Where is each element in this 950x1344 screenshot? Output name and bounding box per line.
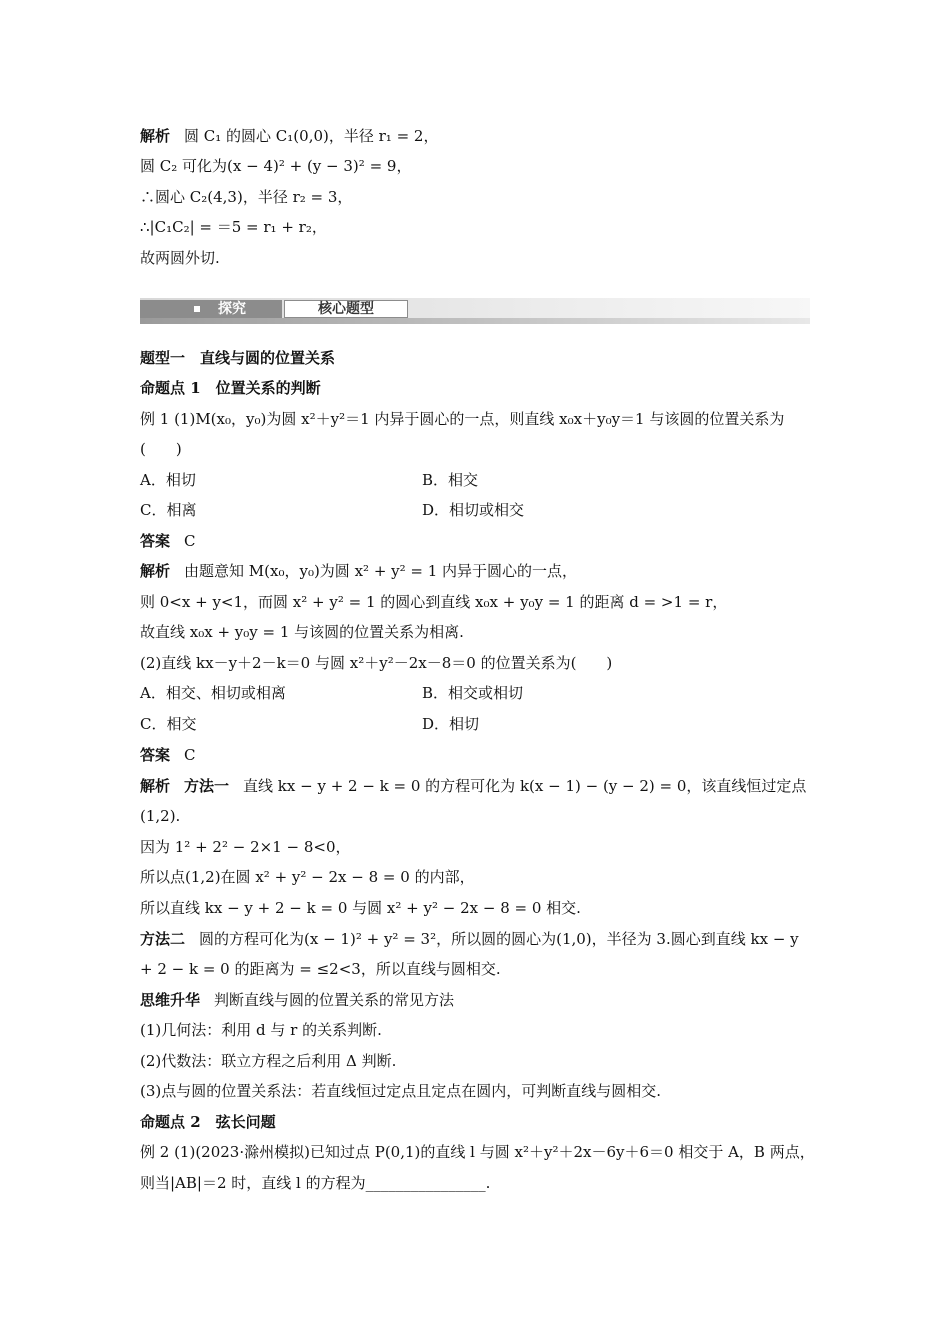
banner-stripe [140, 318, 810, 324]
solution-line-1: 解析 圆 C₁ 的圆心 C₁(0,0)，半径 r₁ = 2， [140, 127, 439, 145]
answer-line-2: 答案 C [140, 746, 196, 764]
thinking-label: 思维升华 [140, 991, 201, 1009]
option-b: B．相交或相切 [422, 684, 524, 702]
solution-line-2: 圆 C₂ 可化为(x − 4)² + (y − 3)² = 9， [140, 157, 412, 175]
banner-tab-explore: 探究 [140, 300, 282, 318]
solution-2-line-4: 所以点(1,2)在圆 x² + y² − 2x − 8 = 0 的内部， [140, 868, 475, 886]
example-1-blank: ( ) [140, 440, 182, 458]
solution-label: 解析 [140, 127, 171, 145]
subtopic-heading-1: 命题点 1 位置关系的判断 [140, 379, 321, 397]
answer-label: 答案 [140, 532, 171, 550]
solution-label: 解析 [140, 777, 171, 795]
method-1-label: 方法一 [184, 777, 230, 795]
solution-2-line-3: 因为 1² + 2² − 2×1 − 8<0， [140, 838, 351, 856]
method-2-line-2: + 2 − k = 0 的距离为 = ≤2<3，所以直线与圆相交. [140, 960, 501, 978]
answer-line-1: 答案 C [140, 532, 196, 550]
method-2-label: 方法二 [140, 930, 186, 948]
options-row-2 [140, 500, 525, 520]
solution-2-line-5: 所以直线 kx − y + 2 − k = 0 与圆 x² + y² − 2x − 8 = 0 相交. [140, 899, 581, 917]
solution-line-4: ∴|C₁C₂| = ＝5 = r₁ + r₂， [140, 218, 327, 236]
option-a: A．相切 [140, 471, 196, 489]
example-1-part-2-question: (2)直线 kx－y＋2－k＝0 与圆 x²＋y²－2x－8＝0 的位置关系为( ) [140, 654, 613, 672]
example-1-question: 例 1 (1)M(x₀，y₀)为圆 x²＋y²＝1 内异于圆心的一点，则直线 x₀x＋y₀y＝1 与该圆的位置关系为 [140, 410, 785, 428]
section-banner [140, 298, 810, 324]
method-item-1: (1)几何法：利用 d 与 r 的关系判断. [140, 1021, 382, 1039]
method-item-2: (2)代数法：联立方程之后利用 Δ 判断. [140, 1052, 397, 1070]
option-c: C．相离 [140, 501, 197, 519]
solution-2-line-1: 解析 方法一 直线 kx − y + 2 − k = 0 的方程可化为 k(x − 1) − (y − 2) = 0，该直线恒过定点 [140, 777, 807, 795]
topic-heading-1: 题型一 直线与圆的位置关系 [140, 349, 336, 367]
solution-1-line-3: 故直线 x₀x + y₀y = 1 与该圆的位置关系为相离. [140, 623, 464, 641]
option-c: C．相交 [140, 715, 197, 733]
solution-conclusion: 故两圆外切. [140, 249, 220, 267]
solution-1-line-1: 解析 由题意知 M(x₀，y₀)为圆 x² + y² = 1 内异于圆心的一点， [140, 562, 578, 580]
thinking-summary: 思维升华 判断直线与圆的位置关系的常见方法 [140, 991, 455, 1009]
options-row-4 [140, 714, 480, 734]
subtopic-heading-2: 命题点 2 弦长问题 [140, 1113, 276, 1131]
answer-label: 答案 [140, 746, 171, 764]
option-a: A．相交、相切或相离 [140, 684, 286, 702]
banner-tab-core-types: 核心题型 [284, 300, 408, 318]
solution-label: 解析 [140, 562, 171, 580]
option-d: D．相切或相交 [422, 501, 525, 519]
solution-2-line-2: (1,2). [140, 807, 181, 825]
options-row-1 [140, 470, 479, 490]
option-b: B．相交 [422, 471, 479, 489]
example-2-blank: 则当|AB|＝2 时，直线 l 的方程为________________. [140, 1174, 491, 1192]
method-item-3: (3)点与圆的位置关系法：若直线恒过定点且定点在圆内，可判断直线与圆相交. [140, 1082, 662, 1100]
square-bullet-icon [194, 306, 200, 312]
solution-line-3: ∴圆心 C₂(4,3)，半径 r₂ = 3， [140, 188, 353, 206]
method-2-line-1: 方法二 圆的方程可化为(x − 1)² + y² = 3²，所以圆的圆心为(1,0)，半径为 3.圆心到直线 kx − y [140, 930, 799, 948]
options-row-3 [140, 683, 524, 703]
option-d: D．相切 [422, 715, 480, 733]
example-2-question: 例 2 (1)(2023·滁州模拟)已知过点 P(0,1)的直线 l 与圆 x²＋y²＋2x－6y＋6＝0 相交于 A，B 两点， [140, 1143, 815, 1161]
solution-1-line-2: 则 0<x + y<1，而圆 x² + y² = 1 的圆心到直线 x₀x + y₀y = 1 的距离 d = >1 = r， [140, 593, 728, 611]
